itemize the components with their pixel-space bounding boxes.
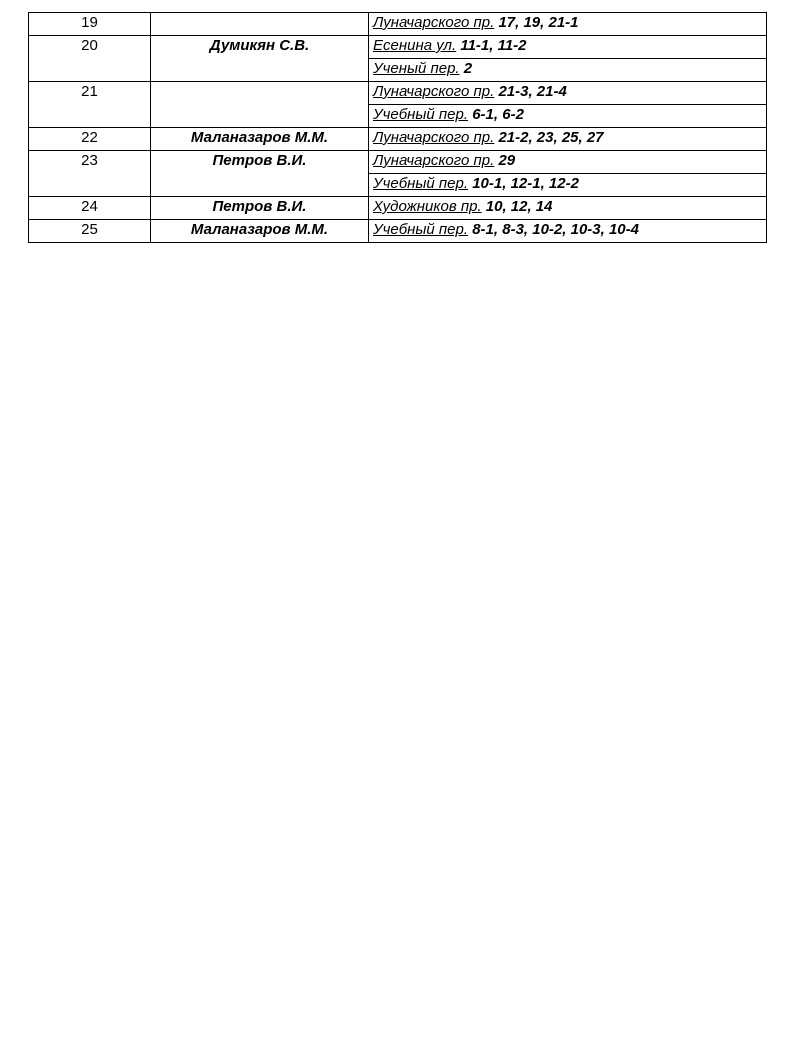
table-row	[29, 220, 767, 243]
house-numbers: 29	[498, 152, 516, 169]
table-row	[29, 13, 767, 36]
house-numbers: 11-1, 11-2	[460, 37, 527, 54]
street-name: Учебный пер.	[373, 221, 469, 238]
street-name: Учебный пер.	[373, 106, 469, 123]
address-cell	[369, 174, 767, 197]
street-name: Есенина ул.	[373, 37, 457, 54]
district-number: 19	[29, 13, 151, 36]
district-number: 22	[29, 128, 151, 151]
district-number: 24	[29, 197, 151, 220]
house-numbers: 21-3, 21-4	[498, 83, 567, 100]
district-number: 23	[29, 151, 151, 197]
street-name: Луначарского пр.	[373, 14, 495, 31]
house-numbers: 6-1, 6-2	[472, 106, 524, 123]
street-name: Луначарского пр.	[373, 83, 495, 100]
address-cell	[369, 220, 767, 243]
table-row	[29, 197, 767, 220]
deputy-name: Петров В.И.	[151, 151, 369, 197]
district-number: 25	[29, 220, 151, 243]
deputy-name	[151, 82, 369, 128]
deputy-name: Думикян С.В.	[151, 36, 369, 82]
address-cell	[369, 13, 767, 36]
house-numbers: 2	[463, 60, 473, 77]
address-cell	[369, 197, 767, 220]
district-number: 21	[29, 82, 151, 128]
deputy-name: Петров В.И.	[151, 197, 369, 220]
house-numbers: 17, 19, 21-1	[498, 14, 579, 31]
house-numbers: 21-2, 23, 25, 27	[498, 129, 604, 146]
table-row	[29, 128, 767, 151]
house-numbers: 10, 12, 14	[485, 198, 553, 215]
deputy-name: Маланазаров М.М.	[151, 220, 369, 243]
districts-table	[28, 12, 767, 243]
table-row	[29, 36, 767, 59]
table-row	[29, 82, 767, 105]
table-row	[29, 151, 767, 174]
street-name: Учебный пер.	[373, 175, 469, 192]
address-cell	[369, 36, 767, 59]
deputy-name: Маланазаров М.М.	[151, 128, 369, 151]
street-name: Ученый пер.	[373, 60, 460, 77]
house-numbers: 10-1, 12-1, 12-2	[472, 175, 579, 192]
address-cell	[369, 105, 767, 128]
address-cell	[369, 59, 767, 82]
address-cell	[369, 128, 767, 151]
district-number: 20	[29, 36, 151, 82]
street-name: Художников пр.	[373, 198, 482, 215]
street-name: Луначарского пр.	[373, 152, 495, 169]
address-cell	[369, 151, 767, 174]
address-cell	[369, 82, 767, 105]
districts-table-body	[29, 13, 767, 243]
street-name: Луначарского пр.	[373, 129, 495, 146]
house-numbers: 8-1, 8-3, 10-2, 10-3, 10-4	[472, 221, 639, 238]
deputy-name	[151, 13, 369, 36]
